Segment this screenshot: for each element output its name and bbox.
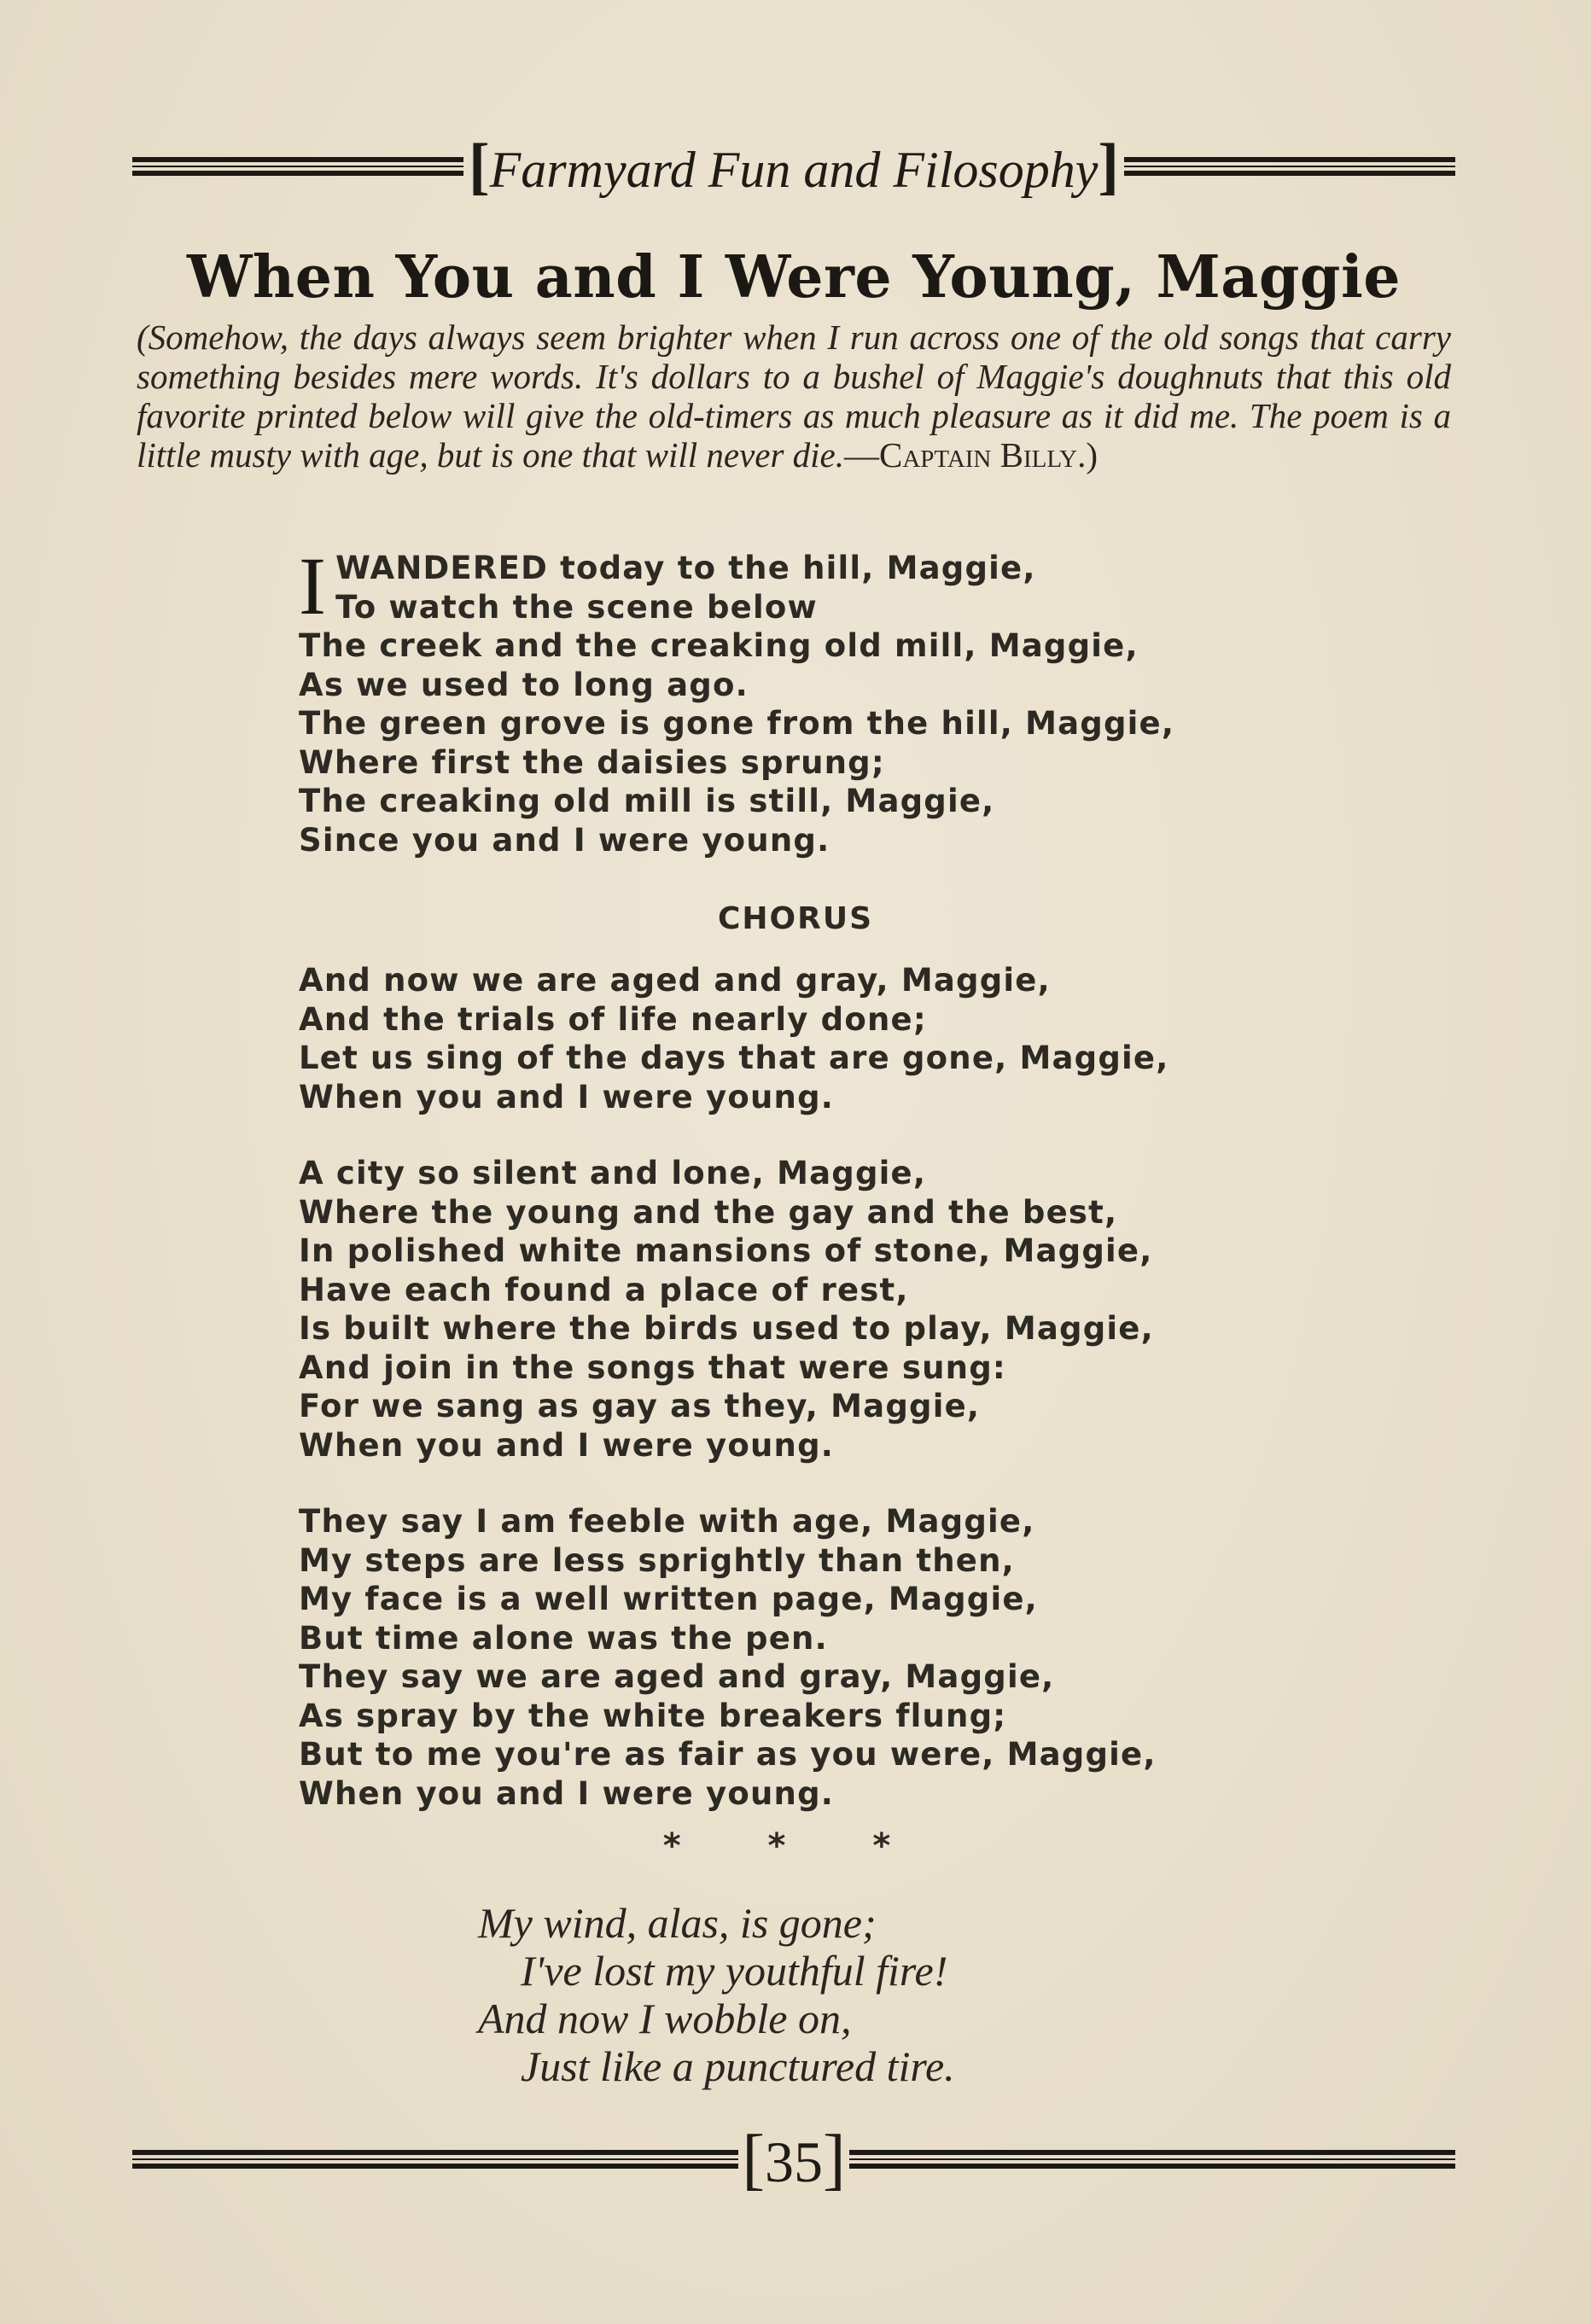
poem-line: For we sang as gay as they, Maggie, — [299, 1388, 981, 1424]
poem-line: When you and I were young. — [299, 1078, 835, 1115]
poem-line: My face is a well written page, Maggie, — [299, 1581, 1038, 1617]
poem-line: WANDERED today to the hill, Maggie, — [335, 550, 1036, 586]
page-number: [35] — [742, 2121, 846, 2197]
poem-line: The creek and the creaking old mill, Maggie, — [299, 627, 1139, 664]
poem-line: The green grove is gone from the hill, Maggie, — [299, 705, 1175, 742]
page-number-value: 35 — [765, 2129, 823, 2194]
song-stanza-2 — [299, 1154, 1280, 1465]
poem-line: But time alone was the pen. — [299, 1619, 828, 1657]
poem-line: In polished white mansions of stone, Maggie, — [299, 1232, 1153, 1269]
running-head-text: Farmyard Fun and Filosophy — [489, 141, 1099, 198]
poem-line: They say we are aged and gray, Maggie, — [299, 1658, 1055, 1695]
closing-verse — [478, 1899, 1161, 2090]
poem-line: Have each found a place of rest, — [299, 1271, 909, 1308]
verse-line: Just like a punctured tire. — [521, 2042, 955, 2090]
poem-line: When you and I were young. — [299, 1426, 835, 1464]
verse-line: I've lost my youthful fire! — [521, 1947, 948, 1995]
poem-line: Is built where the birds used to play, Maggie, — [299, 1310, 1154, 1347]
song-stanza-3 — [299, 1502, 1280, 1813]
footer-rule-right — [849, 2150, 1455, 2169]
header-rule-left — [132, 157, 463, 176]
poem-line: And now we are aged and gray, Maggie, — [299, 962, 1051, 999]
page-footer — [132, 2117, 1455, 2202]
intro-attribution: —Captain Billy.) — [844, 435, 1098, 475]
poem-line: And the trials of life nearly done; — [299, 1000, 927, 1038]
poem-line: But to me you're as fair as you were, Maggie, — [299, 1736, 1157, 1773]
poem-line: My steps are less sprightly than then, — [299, 1541, 1015, 1579]
header-rule-right — [1124, 157, 1455, 176]
poem-line: Where first the daisies sprung; — [299, 743, 885, 781]
poem-line: A city so silent and lone, Maggie, — [299, 1155, 927, 1191]
footer-rule-left — [132, 2150, 738, 2169]
poem-line: To watch the scene below — [335, 588, 818, 626]
song-chorus — [299, 961, 1280, 1116]
article-intro: (Somehow, the days always seem brighter when I run across one of the old songs that carry something besides mere words. It's dollars to a bushel of Maggie's doughnuts that this old favorite printed below will give the old-timers as much pleasure as it did me. The poem is a little musty with age, but is one that will never die.—Captain Billy.) — [137, 317, 1451, 475]
poem-line: When you and I were young. — [299, 1774, 835, 1812]
poem-line: They say I am feeble with age, Maggie, — [299, 1503, 1035, 1540]
poem-line: As spray by the white breakers flung; — [299, 1697, 1007, 1734]
poem-line: Where the young and the gay and the best, — [299, 1193, 1118, 1231]
poem-line: And join in the songs that were sung: — [299, 1348, 1006, 1386]
poem-line: Let us sing of the days that are gone, Maggie, — [299, 1040, 1169, 1076]
drop-cap: I — [299, 540, 328, 632]
song-stanza-1 — [299, 540, 1280, 859]
article-title: When You and I Were Young, Maggie — [186, 243, 1402, 312]
poem-line: The creaking old mill is still, Maggie, — [299, 783, 995, 819]
chorus-heading: CHORUS — [717, 901, 874, 936]
running-header — [132, 128, 1455, 205]
verse-line: My wind, alas, is gone; — [478, 1899, 877, 1947]
section-separator: * * * — [662, 1826, 929, 1866]
poem-line: As we used to long ago. — [299, 666, 749, 703]
poem-line: Since you and I were young. — [299, 821, 830, 859]
verse-line: And now I wobble on, — [478, 1995, 852, 2042]
running-head: [Farmyard Fun and Filosophy] — [468, 131, 1120, 201]
intro-text: Somehow, the days always seem brighter when I run across one of the old songs that carry something besides mere words. It's dollars to a bushel of Maggie's doughnuts that this old favorite printed below will give the old-timers as much pleasure as it did me. The poem is a little musty with age, but is one that will never die. — [137, 317, 1451, 475]
